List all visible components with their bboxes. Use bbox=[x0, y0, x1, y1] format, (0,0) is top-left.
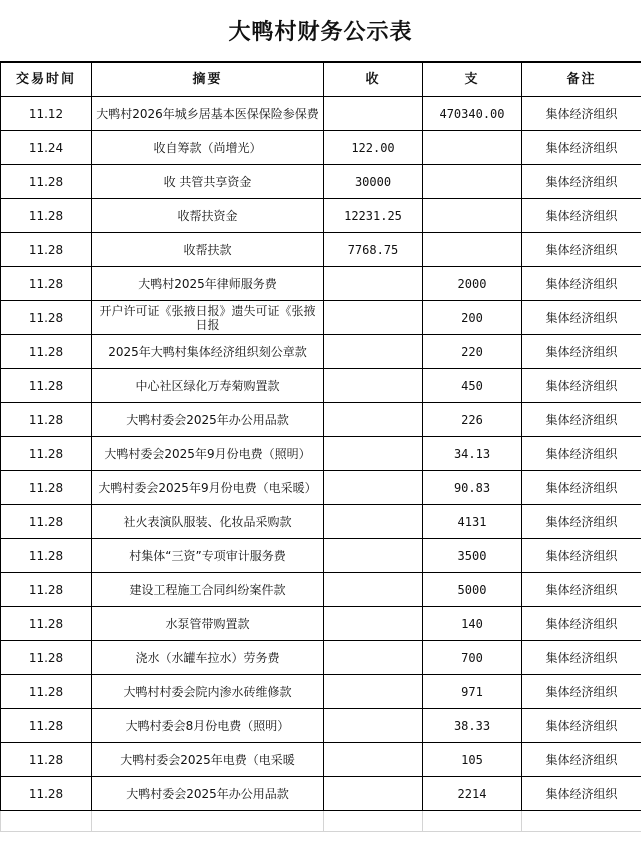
cell-date: 11.12 bbox=[1, 97, 92, 131]
table-row bbox=[1, 165, 641, 199]
cell-note: 集体经济组织 bbox=[522, 369, 641, 403]
cell-note: 集体经济组织 bbox=[522, 675, 641, 709]
table-row bbox=[1, 233, 641, 267]
cell-note: 集体经济组织 bbox=[522, 607, 641, 641]
cell-income bbox=[324, 437, 423, 471]
cell-summary: 水泵管带购置款 bbox=[92, 607, 324, 641]
cell-date: 11.28 bbox=[1, 437, 92, 471]
cell-date: 11.24 bbox=[1, 131, 92, 165]
cell-expense bbox=[423, 165, 522, 199]
cell-expense: 3500 bbox=[423, 539, 522, 573]
cell-note: 集体经济组织 bbox=[522, 437, 641, 471]
cell-date: 11.28 bbox=[1, 505, 92, 539]
cell-summary: 浇水（水罐车拉水）劳务费 bbox=[92, 641, 324, 675]
cell-date: 11.28 bbox=[1, 641, 92, 675]
cell-date: 11.28 bbox=[1, 233, 92, 267]
cell-income bbox=[324, 539, 423, 573]
cell-expense: 38.33 bbox=[423, 709, 522, 743]
table-row bbox=[1, 131, 641, 165]
cell-date: 11.28 bbox=[1, 573, 92, 607]
empty-cell bbox=[423, 811, 522, 832]
table-row bbox=[1, 437, 641, 471]
cell-date: 11.28 bbox=[1, 301, 92, 335]
empty-cell bbox=[324, 811, 423, 832]
header-note: 备注 bbox=[522, 63, 641, 97]
table-row bbox=[1, 267, 641, 301]
cell-note: 集体经济组织 bbox=[522, 165, 641, 199]
cell-summary: 收帮扶资金 bbox=[92, 199, 324, 233]
table-row bbox=[1, 301, 641, 335]
cell-expense: 971 bbox=[423, 675, 522, 709]
table-row bbox=[1, 403, 641, 437]
cell-income bbox=[324, 267, 423, 301]
empty-cell bbox=[1, 811, 92, 832]
header-date: 交易时间 bbox=[1, 63, 92, 97]
table-row bbox=[1, 607, 641, 641]
cell-income bbox=[324, 471, 423, 505]
cell-income: 30000 bbox=[324, 165, 423, 199]
cell-income: 7768.75 bbox=[324, 233, 423, 267]
cell-date: 11.28 bbox=[1, 199, 92, 233]
cell-summary: 大鸭村2025年律师服务费 bbox=[92, 267, 324, 301]
cell-note: 集体经济组织 bbox=[522, 131, 641, 165]
cell-note: 集体经济组织 bbox=[522, 301, 641, 335]
cell-summary: 村集体“三资”专项审计服务费 bbox=[92, 539, 324, 573]
cell-note: 集体经济组织 bbox=[522, 335, 641, 369]
cell-note: 集体经济组织 bbox=[522, 267, 641, 301]
cell-summary: 开户许可证《张掖日报》遗失可证《张掖日报 bbox=[92, 301, 324, 335]
cell-note: 集体经济组织 bbox=[522, 471, 641, 505]
cell-expense: 2000 bbox=[423, 267, 522, 301]
cell-income bbox=[324, 709, 423, 743]
cell-income bbox=[324, 641, 423, 675]
cell-summary: 收自筹款（尚增光） bbox=[92, 131, 324, 165]
cell-summary: 大鸭村委会2025年9月份电费（电采暖） bbox=[92, 471, 324, 505]
table-row bbox=[1, 335, 641, 369]
table-row bbox=[1, 641, 641, 675]
cell-expense: 90.83 bbox=[423, 471, 522, 505]
header-income: 收 bbox=[324, 63, 423, 97]
cell-date: 11.28 bbox=[1, 335, 92, 369]
cell-note: 集体经济组织 bbox=[522, 743, 641, 777]
cell-note: 集体经济组织 bbox=[522, 97, 641, 131]
cell-note: 集体经济组织 bbox=[522, 505, 641, 539]
cell-summary: 大鸭村委会2025年电费（电采暖 bbox=[92, 743, 324, 777]
cell-income bbox=[324, 743, 423, 777]
cell-expense: 105 bbox=[423, 743, 522, 777]
cell-date: 11.28 bbox=[1, 165, 92, 199]
empty-row bbox=[1, 811, 641, 832]
cell-expense: 2214 bbox=[423, 777, 522, 811]
cell-income bbox=[324, 675, 423, 709]
cell-income bbox=[324, 505, 423, 539]
cell-summary: 建设工程施工合同纠纷案件款 bbox=[92, 573, 324, 607]
table-row bbox=[1, 199, 641, 233]
cell-expense bbox=[423, 199, 522, 233]
cell-date: 11.28 bbox=[1, 403, 92, 437]
table-row bbox=[1, 505, 641, 539]
table-row bbox=[1, 709, 641, 743]
cell-income bbox=[324, 369, 423, 403]
cell-note: 集体经济组织 bbox=[522, 777, 641, 811]
cell-summary: 2025年大鸭村集体经济组织刻公章款 bbox=[92, 335, 324, 369]
page-title: 大鸭村财务公示表 bbox=[0, 0, 641, 62]
cell-summary: 大鸭村委会2025年办公用品款 bbox=[92, 403, 324, 437]
cell-expense: 700 bbox=[423, 641, 522, 675]
cell-expense: 200 bbox=[423, 301, 522, 335]
table-row bbox=[1, 743, 641, 777]
cell-income bbox=[324, 573, 423, 607]
cell-expense: 450 bbox=[423, 369, 522, 403]
cell-expense: 5000 bbox=[423, 573, 522, 607]
cell-summary: 收 共管共享资金 bbox=[92, 165, 324, 199]
cell-date: 11.28 bbox=[1, 607, 92, 641]
cell-summary: 大鸭村村委会院内渗水砖维修款 bbox=[92, 675, 324, 709]
cell-expense: 140 bbox=[423, 607, 522, 641]
cell-note: 集体经济组织 bbox=[522, 641, 641, 675]
cell-expense bbox=[423, 131, 522, 165]
empty-cell bbox=[92, 811, 324, 832]
table-row bbox=[1, 573, 641, 607]
cell-date: 11.28 bbox=[1, 369, 92, 403]
cell-income bbox=[324, 335, 423, 369]
cell-note: 集体经济组织 bbox=[522, 709, 641, 743]
cell-note: 集体经济组织 bbox=[522, 199, 641, 233]
cell-income bbox=[324, 403, 423, 437]
header-row bbox=[1, 63, 641, 97]
cell-income: 12231.25 bbox=[324, 199, 423, 233]
table-row bbox=[1, 369, 641, 403]
table-row bbox=[1, 471, 641, 505]
cell-summary: 大鸭村委会2025年9月份电费（照明） bbox=[92, 437, 324, 471]
cell-summary: 大鸭村委会8月份电费（照明） bbox=[92, 709, 324, 743]
cell-summary: 中心社区绿化万寿菊购置款 bbox=[92, 369, 324, 403]
cell-note: 集体经济组织 bbox=[522, 233, 641, 267]
cell-summary: 大鸭村2026年城乡居基本医保保险参保费 bbox=[92, 97, 324, 131]
cell-date: 11.28 bbox=[1, 777, 92, 811]
cell-expense: 226 bbox=[423, 403, 522, 437]
cell-date: 11.28 bbox=[1, 267, 92, 301]
cell-date: 11.28 bbox=[1, 743, 92, 777]
table-row bbox=[1, 539, 641, 573]
cell-summary: 社火表演队服装、化妆品采购款 bbox=[92, 505, 324, 539]
cell-date: 11.28 bbox=[1, 709, 92, 743]
cell-expense: 220 bbox=[423, 335, 522, 369]
header-expense: 支 bbox=[423, 63, 522, 97]
header-summary: 摘要 bbox=[92, 63, 324, 97]
cell-note: 集体经济组织 bbox=[522, 573, 641, 607]
cell-note: 集体经济组织 bbox=[522, 539, 641, 573]
cell-date: 11.28 bbox=[1, 675, 92, 709]
cell-summary: 收帮扶款 bbox=[92, 233, 324, 267]
cell-summary: 大鸭村委会2025年办公用品款 bbox=[92, 777, 324, 811]
table-row bbox=[1, 97, 641, 131]
empty-cell bbox=[522, 811, 641, 832]
cell-date: 11.28 bbox=[1, 471, 92, 505]
cell-expense: 470340.00 bbox=[423, 97, 522, 131]
table-row bbox=[1, 777, 641, 811]
cell-date: 11.28 bbox=[1, 539, 92, 573]
cell-income: 122.00 bbox=[324, 131, 423, 165]
cell-income bbox=[324, 607, 423, 641]
cell-income bbox=[324, 301, 423, 335]
cell-expense: 4131 bbox=[423, 505, 522, 539]
finance-table bbox=[0, 62, 641, 832]
table-body bbox=[1, 97, 641, 832]
cell-income bbox=[324, 97, 423, 131]
cell-expense bbox=[423, 233, 522, 267]
cell-expense: 34.13 bbox=[423, 437, 522, 471]
cell-note: 集体经济组织 bbox=[522, 403, 641, 437]
table-row bbox=[1, 675, 641, 709]
cell-income bbox=[324, 777, 423, 811]
